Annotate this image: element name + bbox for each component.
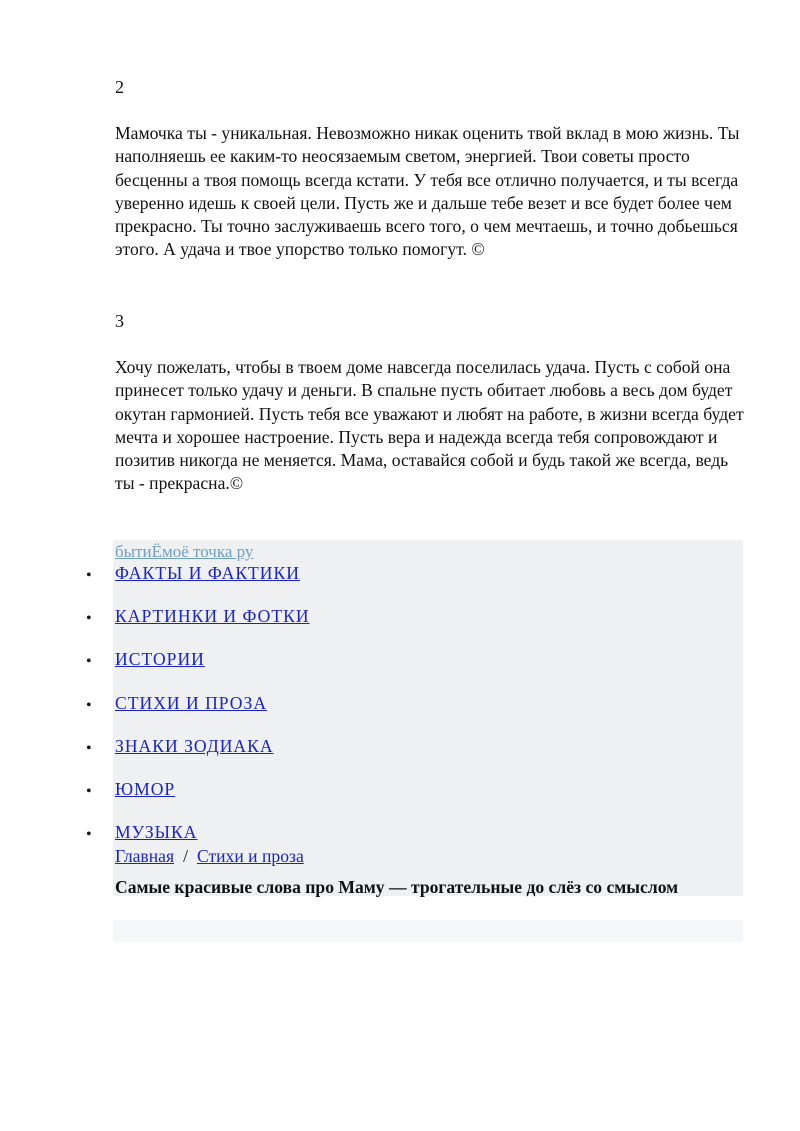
nav-link-poems[interactable]: СТИХИ И ПРОЗА	[115, 692, 268, 713]
wish-paragraph: Хочу пожелать, чтобы в твоем доме навсегда поселилась удача. Пусть с собой она принесет только удачу и деньги. В спальне пусть обитает любовь а весь дом будет окутан гармонией. Пусть тебя все уважают и любят на работе, в жизни всегда будет мечта и хорошее настроение. Пусть вера и надежда всегда тебя сопровождают и позитив никогда не меняется. Мама, оставайся собой и будь такой же всегда, ведь ты - прекрасна.©	[115, 357, 744, 494]
nav-link-pictures[interactable]: КАРТИНКИ И ФОТКИ	[115, 606, 310, 627]
wish-paragraph: Мамочка ты - уникальная. Невозможно никак оценить твой вклад в мою жизнь. Ты наполняешь ее каким-то неосязаемым светом, энергией. Твои советы просто бесценны а твоя помощь всегда кстати. У тебя все отлично получается, и ты всегда уверенно идешь к своей цели. Пусть же и дальше тебе везет и все будет более чем прекрасно. Ты точно заслуживаешь всего того, о чем мечтаешь, и точно добьешься этого. А удача и твое упорство только помогут. ©	[115, 123, 740, 260]
breadcrumb-separator: /	[183, 846, 188, 866]
bullet-icon: •	[86, 696, 93, 714]
nav-link-facts[interactable]: ФАКТЫ И ФАКТИКИ	[115, 563, 300, 583]
nav-link-humor[interactable]: ЮМОР	[115, 778, 176, 799]
breadcrumb-section-link[interactable]: Стихи и проза	[196, 846, 304, 866]
bullet-icon: •	[86, 782, 93, 800]
content-strip	[113, 920, 743, 942]
article-title: Самые красивые слова про Маму — трогательные до слёз со смыслом	[115, 877, 679, 897]
breadcrumb-home-link[interactable]: Главная	[115, 846, 175, 866]
bullet-icon: •	[86, 653, 93, 671]
paragraph-number: 3	[115, 311, 124, 331]
site-logo-link[interactable]: бытиЁмоё точка ру	[115, 542, 254, 561]
nav-link-music[interactable]: МУЗЫКА	[115, 822, 198, 843]
nav-link-stories[interactable]: ИСТОРИИ	[115, 649, 205, 670]
bullet-icon: •	[86, 567, 93, 584]
breadcrumb	[115, 845, 304, 867]
nav-link-zodiac[interactable]: ЗНАКИ ЗОДИАКА	[115, 735, 274, 756]
bullet-icon: •	[86, 610, 93, 628]
header-panel	[113, 540, 743, 896]
paragraph-number: 2	[115, 77, 124, 97]
bullet-icon: •	[86, 739, 93, 757]
bullet-icon: •	[86, 826, 93, 844]
